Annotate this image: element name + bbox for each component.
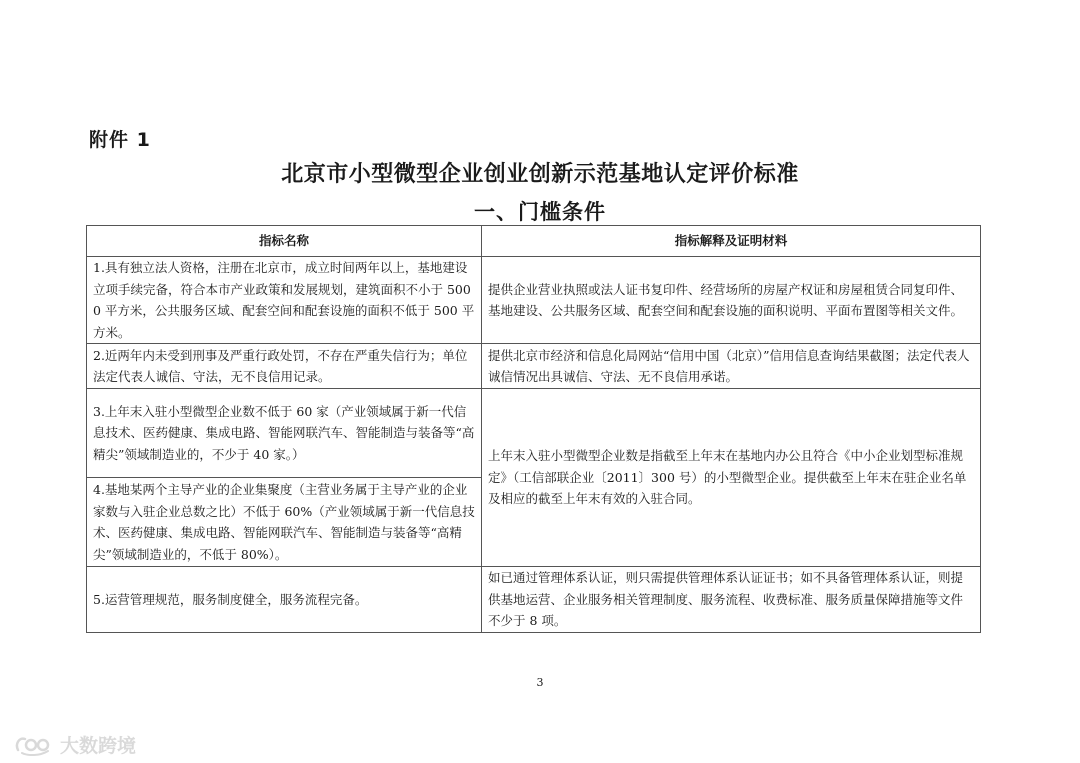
explanation-cell: 上年末入驻小型微型企业数是指截至上年末在基地内办公且符合《中小企业划型标准规定》（工信部联企业〔2011〕300 号）的小型微型企业。提供截至上年末在驻企业名单及相应的截至上年末有效的入驻合同。 bbox=[482, 389, 981, 567]
watermark-text: 大数跨境 bbox=[60, 735, 137, 757]
attachment-label: 附件 1 bbox=[89, 129, 151, 151]
indicator-cell: 3.上年末入驻小型微型企业数不低于 60 家（产业领域属于新一代信息技术、医药健康、集成电路、智能网联汽车、智能制造与装备等“高精尖”领域制造业的，不少于 40 家。） bbox=[87, 389, 482, 478]
table-row bbox=[87, 344, 981, 389]
watermark bbox=[14, 731, 136, 758]
table-row bbox=[87, 257, 981, 344]
explanation-cell: 提供北京市经济和信息化局网站“信用中国（北京）”信用信息查询结果截图；法定代表人诚信情况出具诚信、守法、无不良信用承诺。 bbox=[482, 344, 981, 389]
watermark-logo-icon bbox=[14, 734, 54, 756]
header-indicator-name: 指标名称 bbox=[87, 226, 482, 257]
indicator-cell: 4.基地某两个主导产业的企业集聚度（主营业务属于主导产业的企业家数与入驻企业总数之比）不低于 60%（产业领域属于新一代信息技术、医药健康、集成电路、智能网联汽车、智能制造与装备等“高精尖”领域制造业的，不低于 80%）。 bbox=[87, 478, 482, 567]
table-row bbox=[87, 389, 981, 478]
document-title: 北京市小型微型企业创业创新示范基地认定评价标准 bbox=[281, 162, 799, 187]
table-row bbox=[87, 567, 981, 633]
indicator-cell: 2.近两年内未受到刑事及严重行政处罚，不存在严重失信行为；单位法定代表人诚信、守法，无不良信用记录。 bbox=[87, 344, 482, 389]
indicator-cell: 1.具有独立法人资格，注册在北京市，成立时间两年以上，基地建设立项手续完备，符合本市产业政策和发展规划，建筑面积不小于 5000 平方米，公共服务区域、配套空间和配套设施的面积不低于 500 平方米。 bbox=[87, 257, 482, 344]
indicator-cell: 5.运营管理规范，服务制度健全，服务流程完备。 bbox=[87, 567, 482, 633]
section-title: 一、门槛条件 bbox=[474, 200, 606, 224]
table-header-row bbox=[87, 226, 981, 257]
explanation-cell: 如已通过管理体系认证，则只需提供管理体系认证证书；如不具备管理体系认证，则提供基地运营、企业服务相关管理制度、服务流程、收费标准、服务质量保障措施等文件不少于 8 项。 bbox=[482, 567, 981, 633]
explanation-cell: 提供企业营业执照或法人证书复印件、经营场所的房屋产权证和房屋租赁合同复印件、基地建设、公共服务区域、配套空间和配套设施的面积说明、平面布置图等相关文件。 bbox=[482, 257, 981, 344]
criteria-table bbox=[86, 225, 981, 633]
header-explanation: 指标解释及证明材料 bbox=[482, 226, 981, 257]
page-number: 3 bbox=[536, 676, 544, 689]
